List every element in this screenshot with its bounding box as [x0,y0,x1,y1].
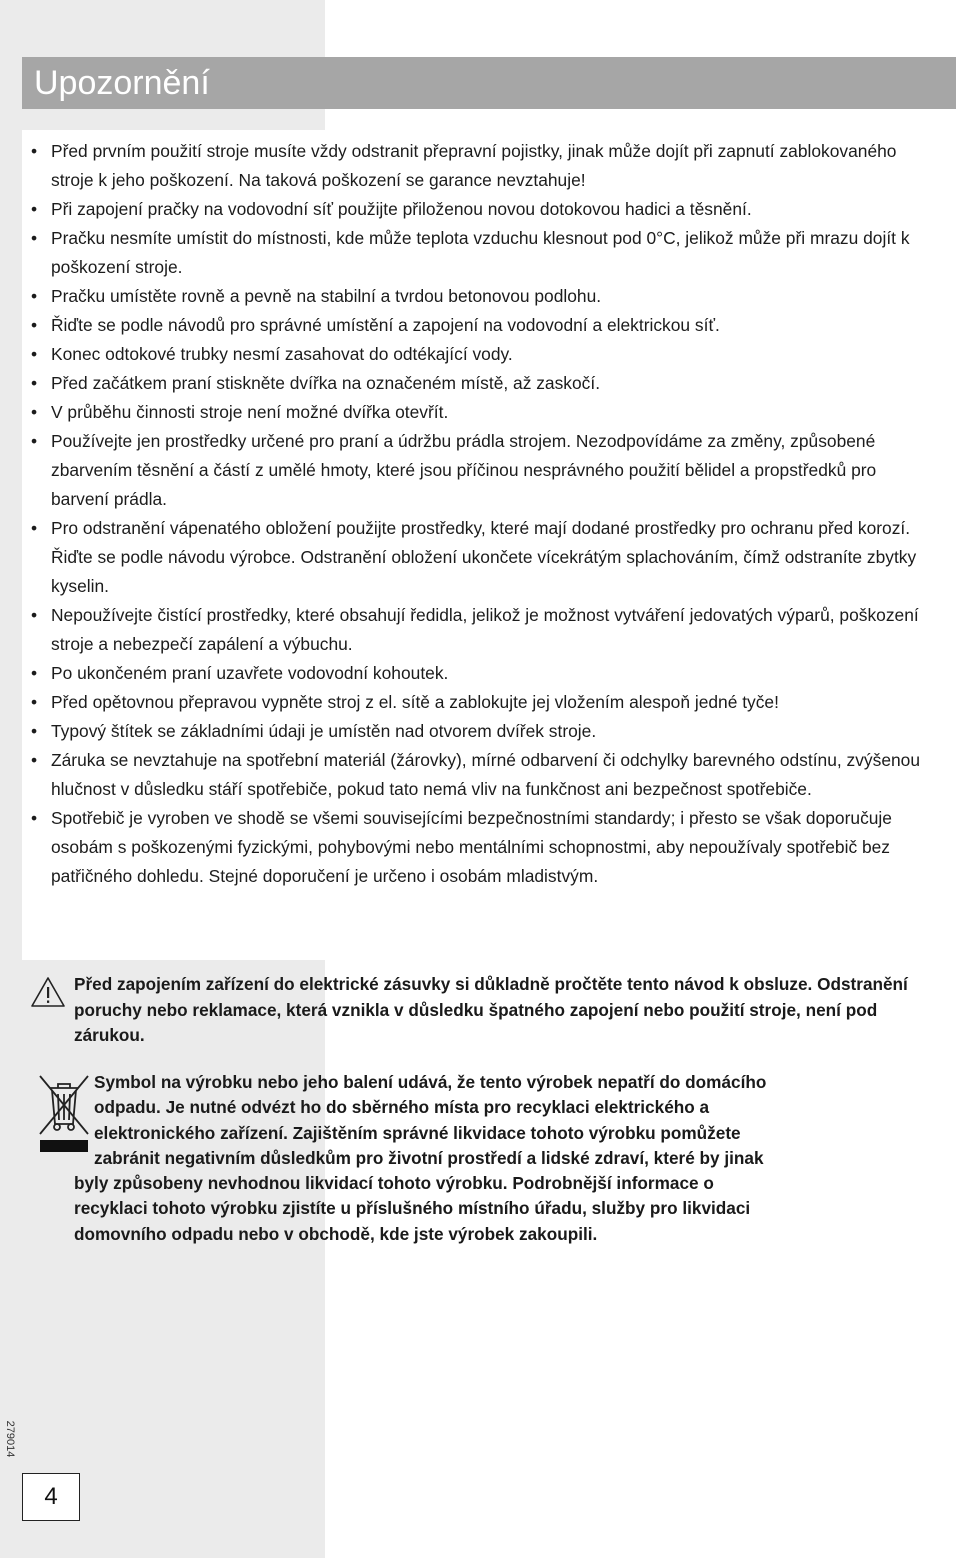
list-item-text: Pračku nesmíte umístit do místnosti, kde může teplota vzduchu klesnout pod 0°C, jelikož může při mrazu dojít k poškození stroje. [51,228,910,277]
page-number: 4 [22,1473,80,1521]
recycling-text [22,1070,942,1247]
list-item-text: Spotřebič je vyroben ve shodě se všemi souvisejícími bezpečnostními standardy; i přesto se však doporučuje osobám s poškozenými fyzickými, pohybovými nebo mentálními schopnostmi, aby nepoužívaly spotřebič bez patřičného dohledu. Stejné doporučení je určeno i osobám mladistvým. [51,808,892,886]
section-title: Upozornění [34,64,210,102]
recycling-text-line: domovního odpadu nebo v obchodě, kde jste výrobek zakoupili. [74,1223,598,1244]
list-item-text: V průběhu činnosti stroje není možné dvířka otevřít. [51,402,449,422]
recycling-text-line: odpadu. Je nutné odvézt ho do sběrného místa pro recyklaci elektrického a [94,1097,710,1118]
warnings-list-container [22,137,938,891]
bullet-marker: • [30,344,38,364]
warning-triangle-icon [30,976,66,1008]
bullet-marker: • [30,750,38,770]
list-item-text: Při zapojení pračky na vodovodní síť použijte přiloženou novou dotokovou hadici a těsnění. [51,199,752,219]
document-code: 279014 [4,1420,16,1458]
list-item [22,195,938,224]
recycling-notice [22,1070,942,1247]
list-item-text: Nepoužívejte čistící prostředky, které obsahují ředidla, jelikož je možnost vytváření jedovatých výparů, poškození stroje a nebezpečí zapálení a výbuchu. [51,605,919,654]
list-item [22,398,938,427]
list-item [22,717,938,746]
list-item [22,601,938,659]
list-item [22,224,938,282]
bullet-marker: • [30,721,38,741]
bullet-marker: • [30,808,38,828]
bullet-marker: • [30,315,38,335]
list-item-text: Typový štítek se základními údaji je umístěn nad otvorem dvířek stroje. [51,721,597,741]
list-item [22,514,938,601]
bullet-marker: • [30,663,38,683]
bullet-marker: • [30,141,38,161]
bullet-marker: • [30,605,38,625]
bullet-marker: • [30,228,38,248]
recycling-text-line: elektronického zařízení. Zajištěním správné likvidace tohoto výrobku pomůžete [94,1122,741,1143]
bullet-marker: • [30,286,38,306]
list-item-text: Před začátkem praní stiskněte dvířka na označeném místě, až zaskočí. [51,373,601,393]
list-item-text: Pračku umístěte rovně a pevně na stabilní a tvrdou betonovou podlohu. [51,286,602,306]
list-item-text: Před prvním použití stroje musíte vždy odstranit přepravní pojistky, jinak může dojít při zapnutí zablokovaného stroje k jeho poškození. Na taková poškození se garance nevztahuje! [51,141,897,190]
list-item-text: Pro odstranění vápenatého obložení použijte prostředky, které mají dodané prostředky pro ochranu před korozí. Řiďte se podle návodu výrobce. Odstranění obložení ukončete vícekrátým splachováním, čímž odstraníte zbytky kyselin. [51,518,917,596]
warnings-list [22,137,938,891]
warning-notice [22,972,942,1049]
recycling-text-line: zabránit negativním důsledkům pro životní prostředí a lidské zdraví, které by jinak [94,1147,764,1168]
list-item-text: Po ukončeném praní uzavřete vodovodní kohoutek. [51,663,449,683]
list-item [22,427,938,514]
warning-text: Před zapojením zařízení do elektrické zásuvky si důkladně pročtěte tento návod k obsluze. Odstranění poruchy nebo reklamace, která vznikla v důsledku špatného zapojení nebo použití stroje, není pod zárukou. [74,974,908,1045]
list-item [22,804,938,891]
list-item-text: Záruka se nevztahuje na spotřební materiál (žárovky), mírné odbarvení či odchylky barevného odstínu, zvýšenou hlučnost v důsledku stáří spotřebiče, pokud tato nemá vliv na funkčnost ani bezpečnost spotřebiče. [51,750,921,799]
list-item [22,659,938,688]
list-item [22,137,938,195]
recycling-text-line: byly způsobeny nevhodnou likvidací tohoto výrobku. Podrobnější informace o [74,1173,714,1194]
list-item-text: Před opětovnou přepravou vypněte stroj z el. sítě a zablokujte jej vložením alespoň jedné tyče! [51,692,779,712]
list-item [22,340,938,369]
list-item-text: Konec odtokové trubky nesmí zasahovat do odtékající vody. [51,344,513,364]
list-item [22,282,938,311]
crossed-bin-icon [36,1072,92,1154]
bullet-marker: • [30,402,38,422]
list-item [22,311,938,340]
section-header [22,57,956,109]
list-item [22,688,938,717]
bullet-marker: • [30,518,38,538]
list-item [22,369,938,398]
list-item [22,746,938,804]
list-item-text: Používejte jen prostředky určené pro praní a údržbu prádla strojem. Nezodpovídáme za změny, způsobené zbarvením těsnění a částí z umělé hmoty, které jsou příčinou nesprávného použití bělidel a propstředků pro barvení prádla. [51,431,877,509]
recycling-text-line: Symbol na výrobku nebo jeho balení udává, že tento výrobek nepatří do domácího [94,1072,767,1092]
recycling-text-line: recyklaci tohoto výrobku zjistíte u příslušného místního úřadu, služby pro likvidaci [74,1198,751,1219]
list-item-text: Řiďte se podle návodů pro správné umístění a zapojení na vodovodní a elektrickou síť. [51,315,720,335]
bullet-marker: • [30,199,38,219]
bullet-marker: • [30,431,38,451]
bullet-marker: • [30,373,38,393]
bullet-marker: • [30,692,38,712]
